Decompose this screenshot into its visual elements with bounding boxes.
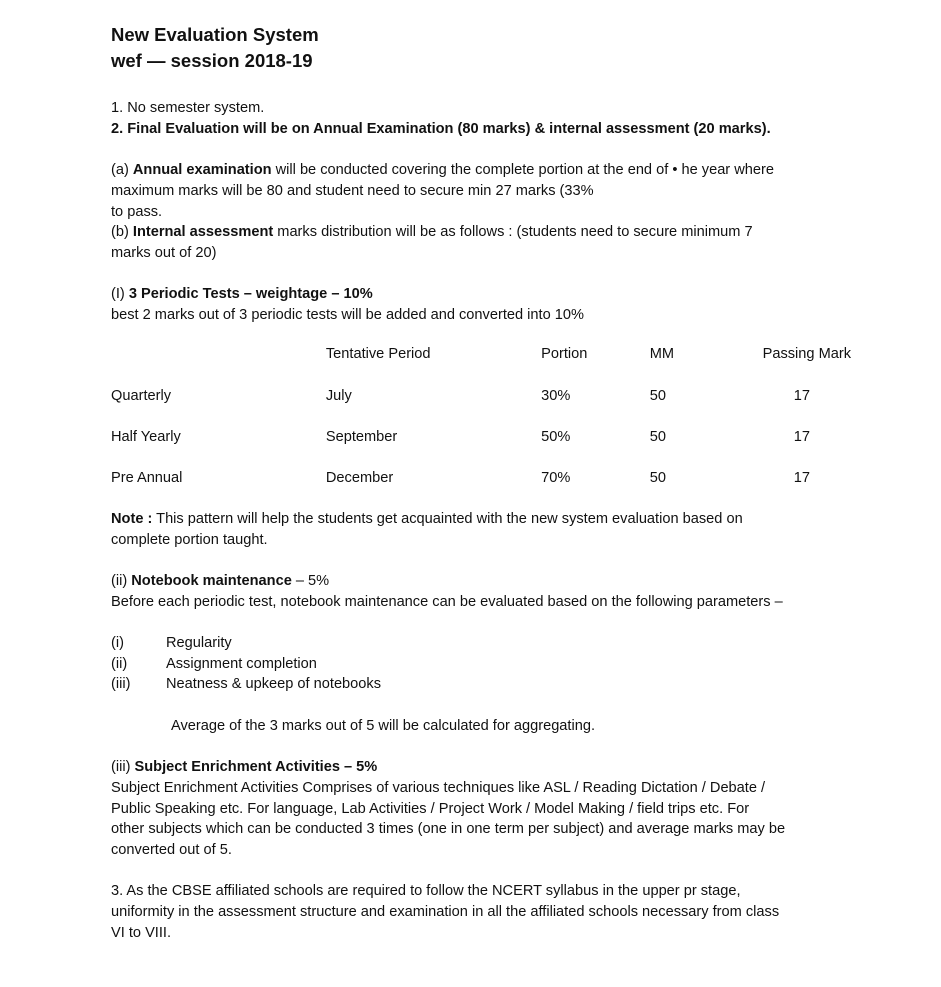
annual-exam-line-1	[111, 160, 851, 181]
table-header-row	[111, 334, 851, 375]
notebook-parameters-list	[111, 633, 851, 695]
enrichment-label: Subject Enrichment Activities – 5%	[134, 759, 378, 776]
enrichment-line-3: other subjects which can be conducted 3 times (one in one term per subject) and average marks may be	[111, 821, 786, 838]
table-row	[111, 375, 851, 416]
periodic-heading	[111, 284, 851, 305]
table-header-cell	[111, 334, 326, 375]
table-cell: 30%	[541, 387, 571, 404]
table-cell: Half Yearly	[111, 428, 181, 445]
enrichment-heading	[111, 757, 851, 778]
internal-prefix: (b)	[111, 224, 133, 241]
internal-line-2: marks out of 20)	[111, 244, 217, 261]
note-line-2: complete portion taught.	[111, 531, 268, 548]
notebook-heading	[111, 571, 851, 592]
note-rest: This pattern will help the students get acquainted with the new system evaluation based on	[152, 510, 743, 527]
table-cell: 70%	[541, 470, 571, 487]
internal-line-1	[111, 222, 851, 243]
note-line-1	[111, 509, 851, 530]
list-item-text: Regularity	[166, 635, 232, 652]
table-cell: 17	[793, 428, 810, 445]
annual-prefix: (a)	[111, 162, 133, 179]
note-label: Note :	[111, 510, 153, 527]
table-cell: 50	[649, 387, 666, 404]
point-3-line-3: VI to VIII.	[111, 924, 172, 941]
internal-assessment-label: Internal assessment	[132, 224, 274, 241]
table-header-cell: MM	[649, 346, 675, 363]
enrichment-prefix: (iii)	[111, 759, 135, 776]
table-cell: 50	[649, 428, 666, 445]
table-header-cell: Portion	[541, 346, 588, 363]
periodic-prefix: (I)	[111, 286, 129, 303]
list-item-text: Assignment completion	[166, 655, 317, 672]
list-item	[111, 654, 851, 675]
title-line-1: New Evaluation System	[111, 24, 319, 45]
table-row	[111, 458, 851, 499]
periodic-label: 3 Periodic Tests – weightage – 10%	[128, 286, 373, 303]
table-header-cell: Tentative Period	[325, 346, 431, 363]
list-item-number: (iii)	[111, 676, 131, 693]
document-page	[111, 22, 851, 944]
periodic-desc: best 2 marks out of 3 periodic tests will be added and converted into 10%	[111, 307, 584, 323]
table-cell: Pre Annual	[111, 470, 183, 487]
table-cell: 50%	[541, 428, 571, 445]
list-item-number: (ii)	[111, 655, 128, 672]
notebook-suffix: – 5%	[291, 572, 330, 589]
table-cell: 17	[793, 387, 810, 404]
periodic-tests-table	[111, 334, 851, 499]
list-item-text: Neatness & upkeep of notebooks	[166, 676, 382, 693]
point-3-line-2: uniformity in the assessment structure and examination in all the affiliated schools necessary from class	[111, 904, 780, 921]
enrichment-line-4: converted out of 5.	[111, 842, 232, 859]
annual-exam-line-2: maximum marks will be 80 and student need to secure min 27 marks (33%	[111, 182, 594, 199]
enrichment-line-2: Public Speaking etc. For language, Lab Activities / Project Work / Model Making / field trips etc. For	[111, 800, 750, 817]
table-cell: September	[325, 428, 398, 445]
title-line-2: wef — session 2018-19	[111, 50, 313, 71]
list-item-number: (i)	[111, 635, 124, 652]
list-item	[111, 633, 851, 654]
annual-exam-line-3: to pass.	[111, 203, 163, 220]
table-cell: July	[325, 387, 352, 404]
annual-exam-rest: will be conducted covering the complete portion at the end of • he year where	[271, 162, 774, 179]
table-cell: December	[325, 470, 394, 487]
list-item	[111, 674, 851, 695]
table-cell: Quarterly	[111, 387, 172, 404]
table-cell: 50	[649, 470, 666, 487]
notebook-desc: Before each periodic test, notebook maintenance can be evaluated based on the following parameters –	[111, 593, 783, 610]
enrichment-line-1: Subject Enrichment Activities Comprises of various techniques like ASL / Reading Dictation / Debate /	[111, 779, 766, 796]
internal-rest: marks distribution will be as follows : (students need to secure minimum 7	[273, 224, 753, 241]
point-3-line-1: 3. As the CBSE affiliated schools are required to follow the NCERT syllabus in the upper pr stage,	[111, 883, 741, 900]
notebook-average: Average of the 3 marks out of 5 will be calculated for aggregating.	[171, 717, 596, 734]
annual-exam-label: Annual examination	[132, 162, 272, 179]
point-1: 1. No semester system.	[111, 100, 265, 116]
point-2	[111, 119, 851, 140]
point-2-text: 2. Final Evaluation will be on Annual Examination (80 marks) & internal assessment (20 marks).	[111, 120, 771, 137]
notebook-prefix: (ii)	[111, 572, 132, 589]
table-cell: 17	[793, 470, 810, 487]
table-row	[111, 416, 851, 457]
notebook-label: Notebook maintenance	[131, 572, 292, 589]
table-header-cell: Passing Mark	[762, 346, 851, 363]
